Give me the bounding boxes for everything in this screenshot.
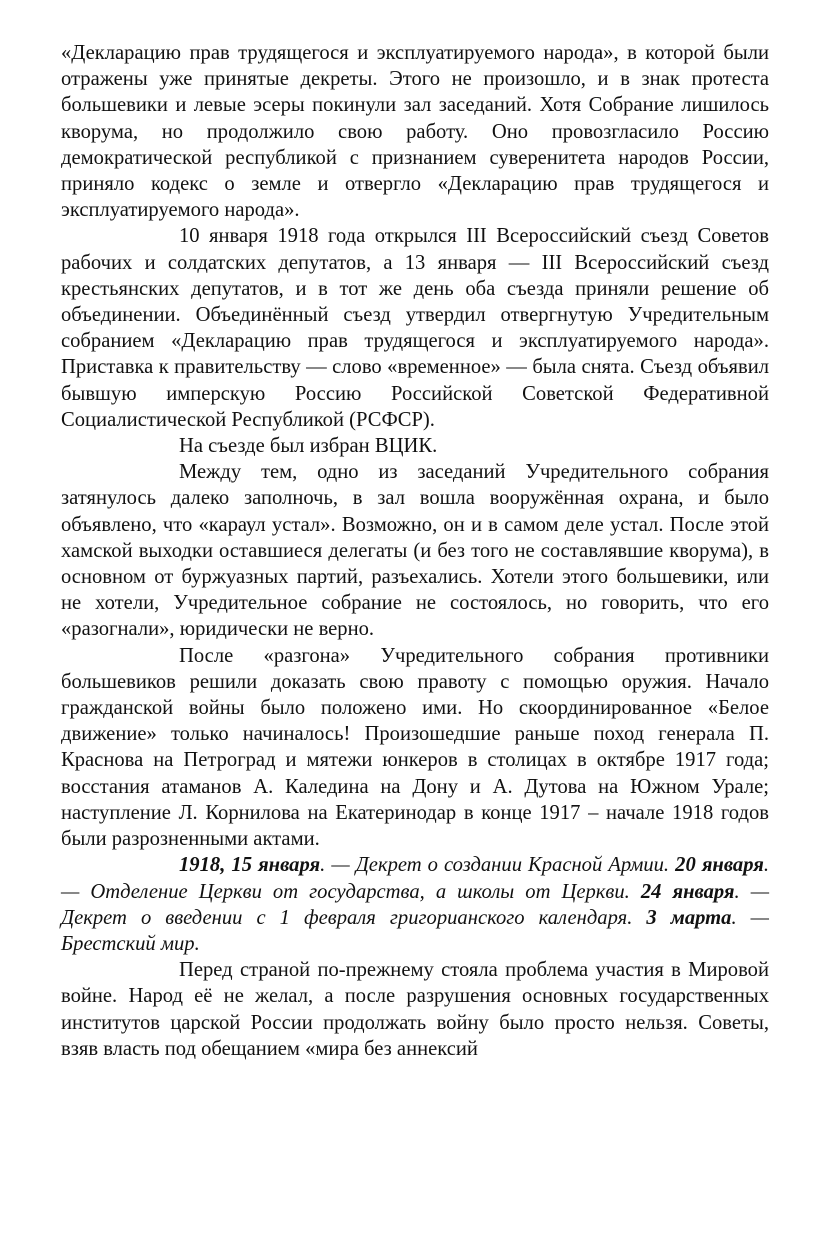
paragraph-civil-war: После «разгона» Учредительного собрания противники большевиков решили доказать свою правоту с помощью оружия. Начало гражданской войны было положено ими. Но скоординированное «Белое движение» только начиналось! Произошедшие раньше поход генерала П. Краснова на Петроград и мятежи юнкеров в столицах в октябре 1917 года; восстания атаманов А. Каледина на Дону и А. Дутова на Южном Урале; наступление Л. Корнилова на Екатеринодар в конце 1917 – начале 1918 годов были разрозненными актами.	[61, 644, 769, 851]
chronicle-event: . — Декрет о введении с 1 февраля григорианского календаря.	[61, 880, 770, 929]
paragraph-third-congress: 10 января 1918 года открылся III Всероссийский съезд Советов рабочих и солдатских депутатов, а 13 января — III Всероссийский съезд крестьянских депутатов, и в тот же день оба съезда приняли решение об объединении. Объединённый съезд утвердил отвергнутую Учредительным собранием «Декларацию прав трудящегося и эксплуатируемого народа». Приставка к правительству — слово «временное» — была снята. Съезд объявил бывшую имперскую Россию Российской Советской Федеративной Социалистической Республикой (РСФСР).	[61, 225, 769, 431]
document-page	[61, 40, 769, 1062]
chronicle-event: . — Отделение Церкви от государства, а школы от Церкви.	[61, 854, 770, 903]
chronicle-paragraph	[61, 852, 769, 957]
paragraph-vtsik: На съезде был избран ВЦИК.	[179, 435, 438, 458]
paragraph-guard-tired: Между тем, одно из заседаний Учредительного собрания затянулось далеко заполночь, в зал вошла вооружённая охрана, и было объявлено, что «караул устал». Возможно, он и в самом деле устал. После этой хамской выходки оставшиеся делегаты (и без того не составлявшие кворума), в основном от буржуазных партий, разъехались. Хотели этого большевики, или не хотели, Учредительное собрание не состоялось, но говорить, что его «разогнали», юридически не верно.	[61, 461, 769, 641]
chronicle-event: . — Декрет о создании Красной Армии.	[320, 854, 676, 877]
paragraph-world-war: Перед страной по-прежнему стояла проблема участия в Мировой войне. Народ её не желал, а после разрушения основных государственных институтов царской России продолжать войну было просто нельзя. Советы, взяв власть под обещанием «мира без аннексий	[61, 959, 769, 1060]
chronicle-date: 20 января	[675, 854, 764, 877]
paragraph-declaration: «Декларацию прав трудящегося и эксплуатируемого народа», в которой были отражены уже принятые декреты. Этого не произошло, и в знак протеста большевики и левые эсеры покинули зал заседаний. Хотя Собрание лишилось кворума, но продолжило свою работу. Оно провозгласило Россию демократической республикой с признанием суверенитета народов России, приняло кодекс о земле и отвергло «Декларацию прав трудящегося и эксплуатируемого народа».	[61, 42, 769, 222]
chronicle-date: 3 марта	[646, 906, 732, 929]
chronicle-date: 24 января	[640, 880, 735, 903]
chronicle-event: . — Брестский мир.	[61, 906, 769, 955]
chronicle-date: 1918, 15 января	[179, 854, 321, 877]
